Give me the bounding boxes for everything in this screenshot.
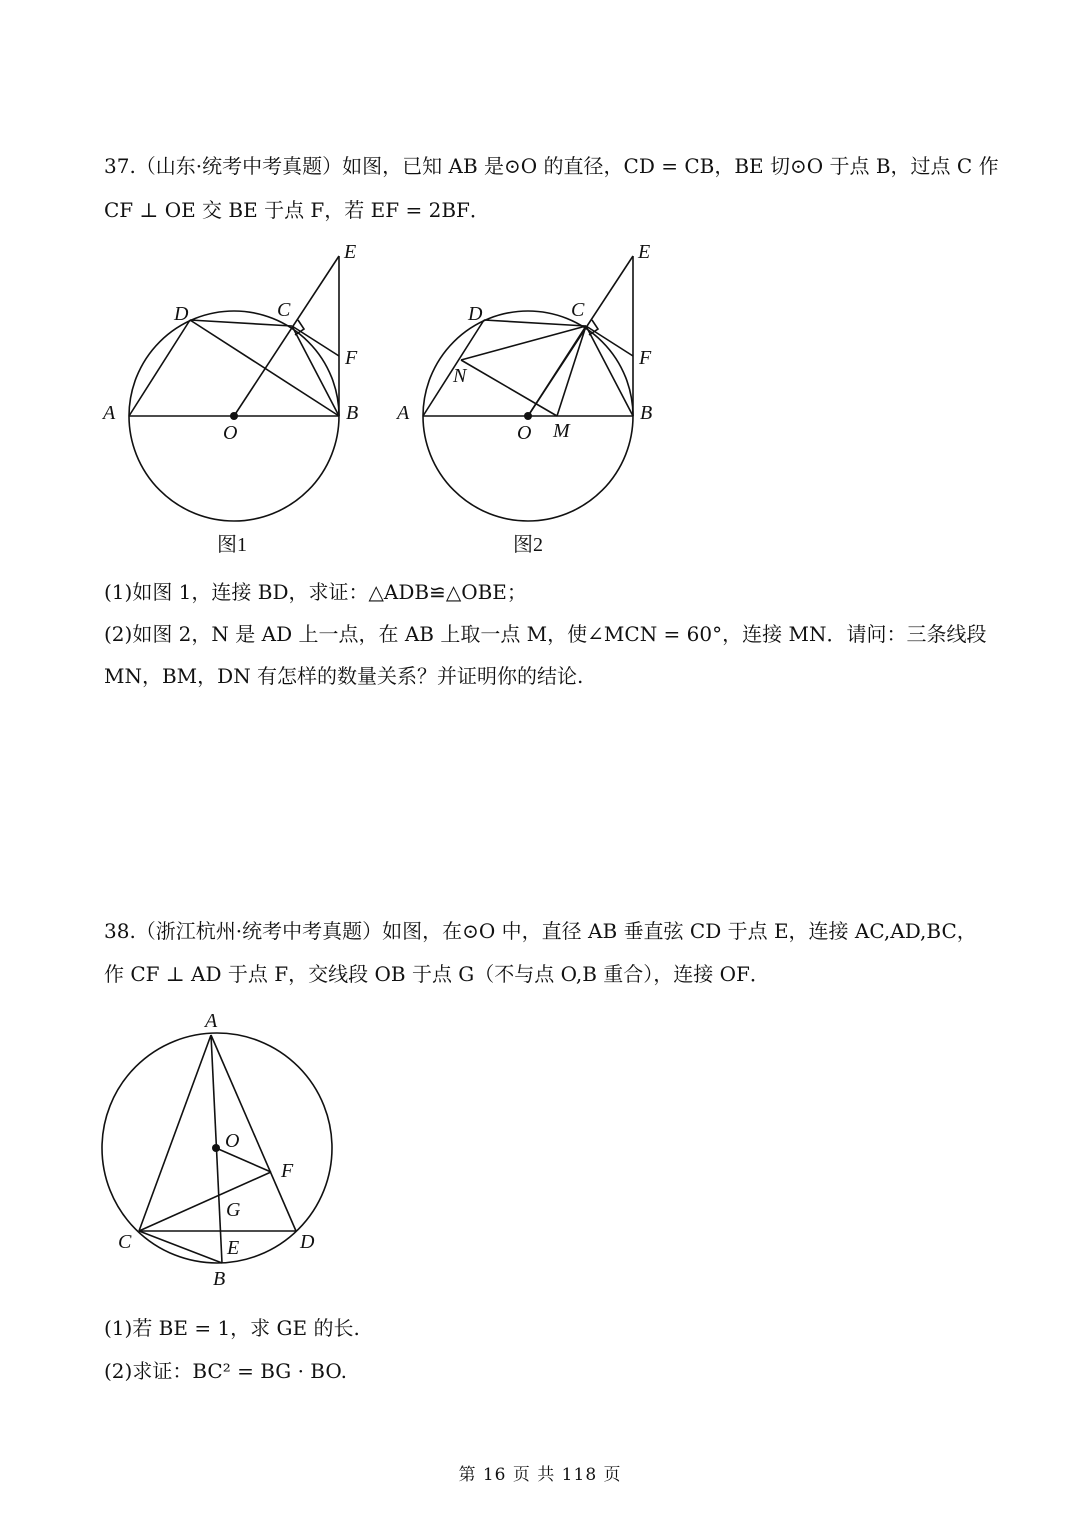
figure-2	[390, 238, 680, 568]
fig1-label-C: C	[277, 299, 291, 321]
fig2-label-O: O	[517, 422, 532, 444]
fig38-label-O: O	[225, 1130, 240, 1152]
fig2-label-M: M	[553, 420, 570, 442]
fig1-label-B: B	[346, 402, 359, 424]
fig1-caption: 图1	[217, 534, 247, 556]
fig1-label-F: F	[345, 347, 358, 369]
figure-1	[95, 238, 385, 568]
fig2-caption: 图2	[513, 534, 543, 556]
problem-37-question-2-line2: MN，BM，DN 有怎样的数量关系？并证明你的结论.	[104, 664, 584, 688]
fig38-label-C: C	[118, 1231, 132, 1253]
fig2-label-N: N	[453, 365, 467, 387]
fig2-label-B: B	[640, 402, 653, 424]
fig38-label-F: F	[281, 1160, 294, 1182]
fig38-label-E: E	[227, 1237, 240, 1259]
fig1-label-E: E	[344, 241, 357, 263]
fig38-label-B: B	[213, 1268, 226, 1290]
figure-38	[100, 1000, 350, 1300]
problem-37-statement-line1: 37.（山东·统考中考真题）如图，已知 AB 是⊙O 的直径，CD = CB，BE 切⊙O 于点 B，过点 C 作	[104, 154, 999, 178]
fig2-label-D: D	[468, 303, 483, 325]
fig1-label-D: D	[174, 303, 189, 325]
problem-38-question-2: (2)求证：BC² = BG · BO.	[104, 1359, 347, 1383]
fig38-label-A: A	[205, 1010, 218, 1032]
fig2-label-F: F	[639, 347, 652, 369]
fig2-label-C: C	[571, 299, 585, 321]
fig1-label-O: O	[223, 422, 238, 444]
fig2-label-A: A	[397, 402, 410, 424]
fig38-label-G: G	[226, 1199, 241, 1221]
page-footer: 第 16 页 共 118 页	[458, 1465, 622, 1485]
fig38-label-D: D	[300, 1231, 315, 1253]
problem-38-question-1: (1)若 BE = 1，求 GE 的长.	[104, 1316, 360, 1340]
fig2-label-E: E	[638, 241, 651, 263]
fig1-label-A: A	[103, 402, 116, 424]
problem-38-statement-line1: 38.（浙江杭州·统考中考真题）如图，在⊙O 中，直径 AB 垂直弦 CD 于点 E，连接 AC,AD,BC，	[104, 919, 977, 943]
problem-38-statement-line2: 作 CF ⊥ AD 于点 F，交线段 OB 于点 G（不与点 O,B 重合），连接 OF．	[104, 962, 770, 986]
problem-37-statement-line2: CF ⊥ OE 交 BE 于点 F，若 EF = 2BF．	[104, 198, 490, 222]
problem-37-question-2-line1: (2)如图 2，N 是 AD 上一点，在 AB 上取一点 M，使∠MCN = 60°，连接 MN．请问：三条线段	[104, 622, 987, 646]
problem-37-question-1: (1)如图 1，连接 BD，求证：△ADB≌△OBE；	[104, 580, 527, 604]
